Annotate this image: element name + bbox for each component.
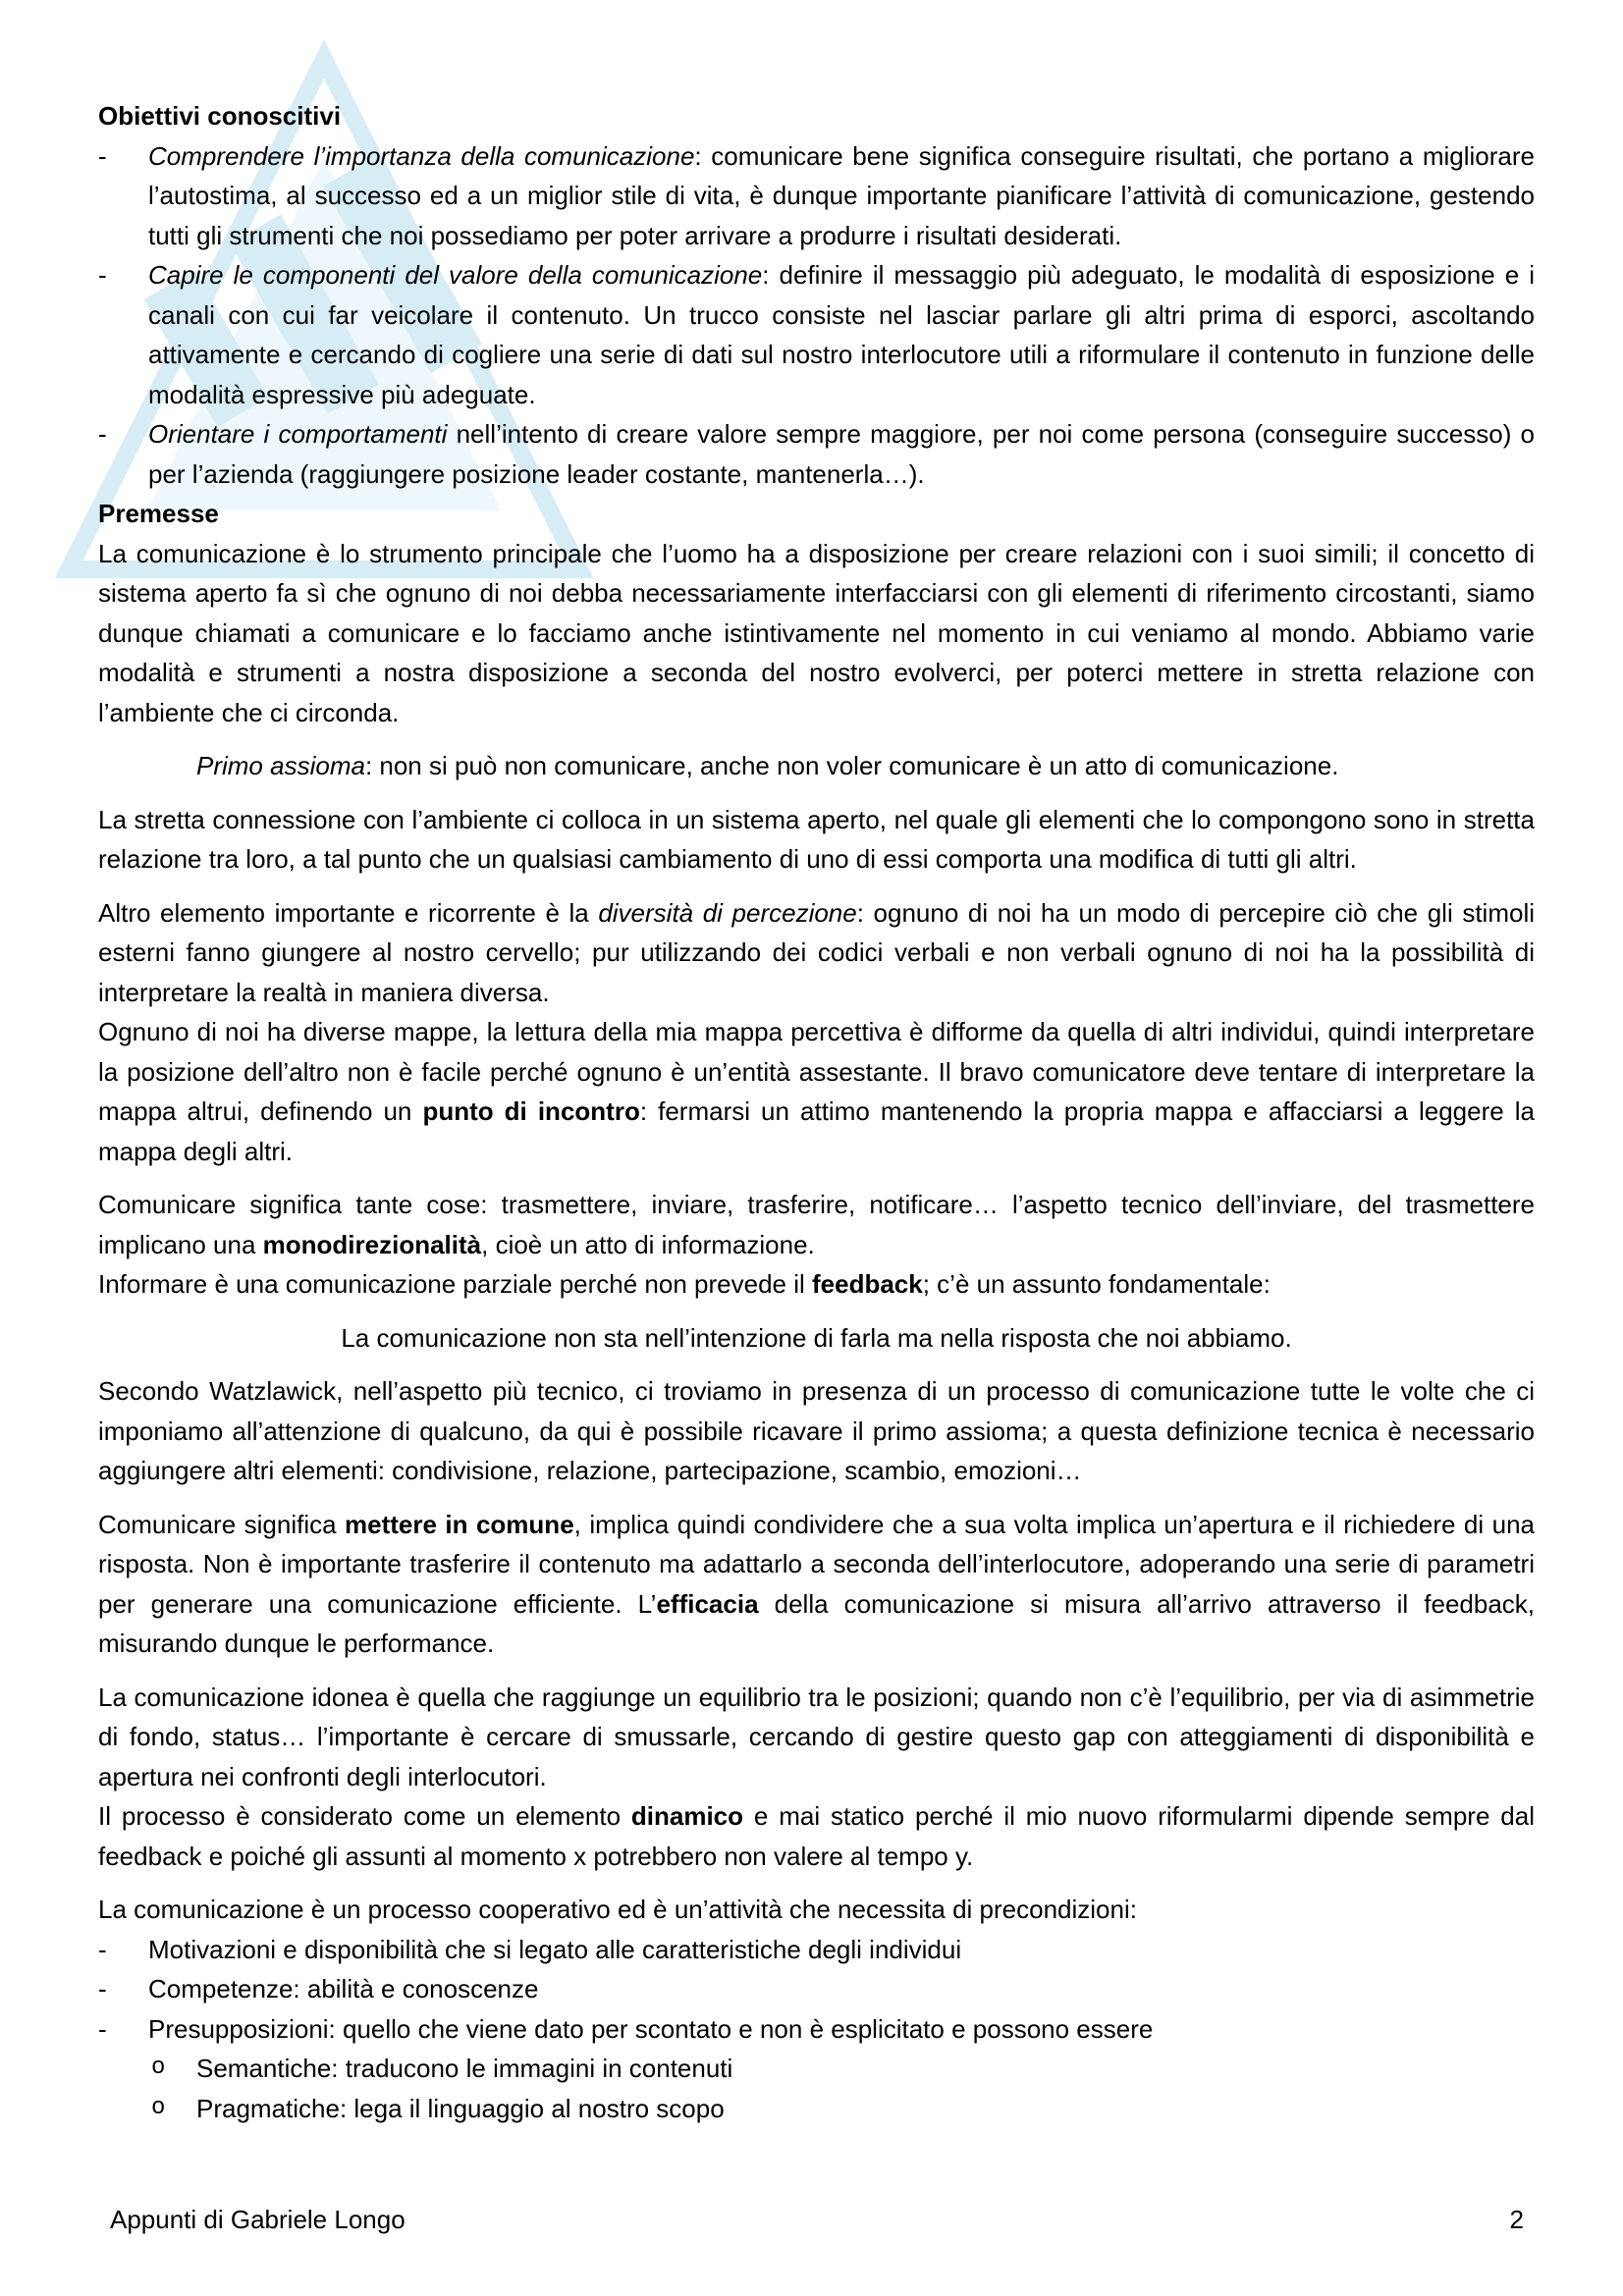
paragraph [98, 1264, 1535, 1305]
text-run: Altro elemento importante e ricorrente è la [98, 897, 599, 928]
paragraph [98, 1185, 1535, 1264]
axiom-text: : non si può non comunicare, anche non voler comunicare è un atto di comunicazione. [364, 751, 1339, 780]
bold-term: monodirezionalità [262, 1229, 482, 1259]
precondizioni-list [98, 1930, 1535, 2050]
item-text: : comunicare bene significa conseguire risultati, che portano a migliorare l’autostima, al successo ed a un miglior stile di vita, è dunque importante pianificare l’attività di comunicazione, gestendo tutti gli strumenti che noi possediamo per poter arrivare a produrre i risultati desiderati. [148, 140, 1535, 250]
item-lead: Orientare i comportamenti [148, 419, 448, 449]
text-run: Ognuno di noi ha diverse mappe, la lettura della mia mappa percettiva è difforme da quella di altri individui, quindi interpretare la posizione dell’altro non è facile perché ognuno è un’entità assestante. Il bravo comunicatore deve tentare di interpretare la mappa altrui, definendo un [98, 1017, 1535, 1126]
item-text: : definire il messaggio più adeguato, le modalità di esposizione e i canali con cui far veicolare il contenuto. Un trucco consiste nel lasciar parlare gli altri prima di esporci, ascoltando attivamente e cercando di cogliere una serie di dati sul nostro interlocutore utili a riformulare il contenuto in funzione delle modalità espressive più adeguate. [148, 260, 1536, 409]
sublist-item: o Semantiche: traducono le immagini in contenuti [98, 2049, 1535, 2089]
paragraph: La comunicazione è un processo cooperativo ed è un’attività che necessita di precondizioni: [98, 1895, 1137, 1924]
emphasis: diversità di percezione [598, 897, 857, 928]
paragraph: Secondo Watzlawick, nell’aspetto più tecnico, ci troviamo in presenza di un processo di comunicazione tutte le volte che ci imponiamo all’attenzione di qualcuno, da qui è possibile ricavare il primo assioma; a questa definizione tecnica è necessario aggiungere altri elementi: condivisione, relazione, partecipazione, scambio, emozioni… [98, 1376, 1535, 1485]
list-item [98, 255, 1535, 414]
list-item [98, 414, 1535, 494]
item-text: nell’intento di creare valore sempre maggiore, per noi come persona (conseguire successo) o per l’azienda (raggiungere posizione leader costante, mantenerla…). [148, 419, 1535, 489]
text-run: : ognuno di noi ha un modo di percepire ciò che gli stimoli esterni fanno giungere al nostro cervello; pur utilizzando dei codici verbali e non verbali ognuno di noi ha la possibilità di interpretare la realtà in maniera diversa. [98, 897, 1535, 1007]
text-run: , cioè un atto di informazione. [481, 1229, 815, 1259]
text-run: ; c’è un assunto fondamentale: [922, 1269, 1271, 1299]
text-run: della comunicazione si misura all’arrivo attraverso il feedback, misurando dunque le performance. [98, 1588, 1536, 1658]
list-item: - Competenze: abilità e conoscenze [98, 1969, 1535, 2009]
text-run: Informare è una comunicazione parziale perché non prevede il [98, 1269, 812, 1299]
paragraph [98, 1012, 1535, 1171]
paragraph [98, 893, 1535, 1013]
paragraph: La stretta connessione con l’ambiente ci colloca in un sistema aperto, nel quale gli elementi che lo compongono sono in stretta relazione tra loro, a tal punto che un qualsiasi cambiamento di uno di essi comporta una modifica di tutti gli altri. [98, 804, 1535, 874]
axiom-statement [98, 746, 1535, 786]
key-quote: La comunicazione non sta nell’intenzione di farla ma nella risposta che noi abbiamo. [341, 1322, 1292, 1353]
presupposizioni-sublist [98, 2049, 1535, 2128]
bold-term: feedback [811, 1269, 923, 1299]
bold-term: mettere in comune [345, 1509, 574, 1539]
section-heading-obiettivi: Obiettivi conoscitivi [98, 101, 342, 131]
text-run: , implica quindi condividere che a sua volta implica un’apertura e il richiedere di una risposta. Non è importante trasferire il contenuto ma adattarlo a seconda dell’interlocutore, adoperando una serie di parametri per generare una comunicazione efficiente. L’ [98, 1509, 1535, 1619]
list-item [98, 136, 1535, 256]
paragraph: La comunicazione idonea è quella che raggiunge un equilibrio tra le posizioni; quando non c’è l’equilibrio, per via di asimmetrie di fondo, status… l’importante è cercare di smussarle, cercando di gestire questo gap con atteggiamenti di disponibilità e apertura nei confronti degli interlocutori. [98, 1682, 1535, 1791]
text-run: : fermarsi un attimo mantenendo la propria mappa e affacciarsi a leggere la mappa degli altri. [98, 1096, 1535, 1166]
text-run: Comunicare significa [98, 1509, 346, 1539]
footer-author: Appunti di Gabriele Longo [110, 2205, 406, 2234]
page-footer [110, 2205, 1524, 2235]
list-item: - Presupposizioni: quello che viene dato per scontato e non è esplicitato e possono essere [98, 2009, 1535, 2050]
text-run: e mai statico perché il mio nuovo riformularmi dipende sempre dal feedback e poiché gli assunti al momento x potrebbero non valere al tempo y. [98, 1801, 1535, 1871]
sublist-item: o Pragmatiche: lega il linguaggio al nostro scopo [98, 2089, 1535, 2129]
text-run: Il processo è considerato come un elemento [98, 1801, 631, 1831]
section-heading-premesse: Premesse [98, 499, 219, 528]
axiom-lead: Primo assioma [196, 751, 365, 780]
list-item: - Motivazioni e disponibilità che si legato alle caratteristiche degli individui [98, 1930, 1535, 1970]
item-lead: Comprendere l’importanza della comunicazione [148, 140, 695, 171]
paragraph [98, 1796, 1535, 1876]
bold-term: dinamico [630, 1801, 744, 1831]
obiettivi-list [98, 136, 1535, 495]
paragraph [98, 1505, 1535, 1664]
text-run: Comunicare significa tante cose: trasmettere, inviare, trasferire, notificare… l’aspetto tecnico dell’inviare, del trasmettere implicano una [98, 1190, 1535, 1259]
page-number: 2 [1509, 2205, 1524, 2234]
document-page [98, 96, 1535, 2128]
document-body [98, 96, 1535, 2128]
item-lead: Capire le componenti del valore della comunicazione [148, 260, 763, 290]
bold-term: punto di incontro [422, 1096, 640, 1126]
paragraph: La comunicazione è lo strumento principale che l’uomo ha a disposizione per creare relazioni con i suoi simili; il concetto di sistema aperto fa sì che ognuno di noi debba necessariamente interfacciarsi con gli elementi di riferimento circostanti, siamo dunque chiamati a comunicare e lo facciamo anche istintivamente nel momento in cui veniamo al mondo. Abbiamo varie modalità e strumenti a nostra disposizione a seconda del nostro evolverci, per poterci mettere in stretta relazione con l’ambiente che ci circonda. [98, 538, 1535, 727]
bold-term: efficacia [656, 1588, 759, 1619]
